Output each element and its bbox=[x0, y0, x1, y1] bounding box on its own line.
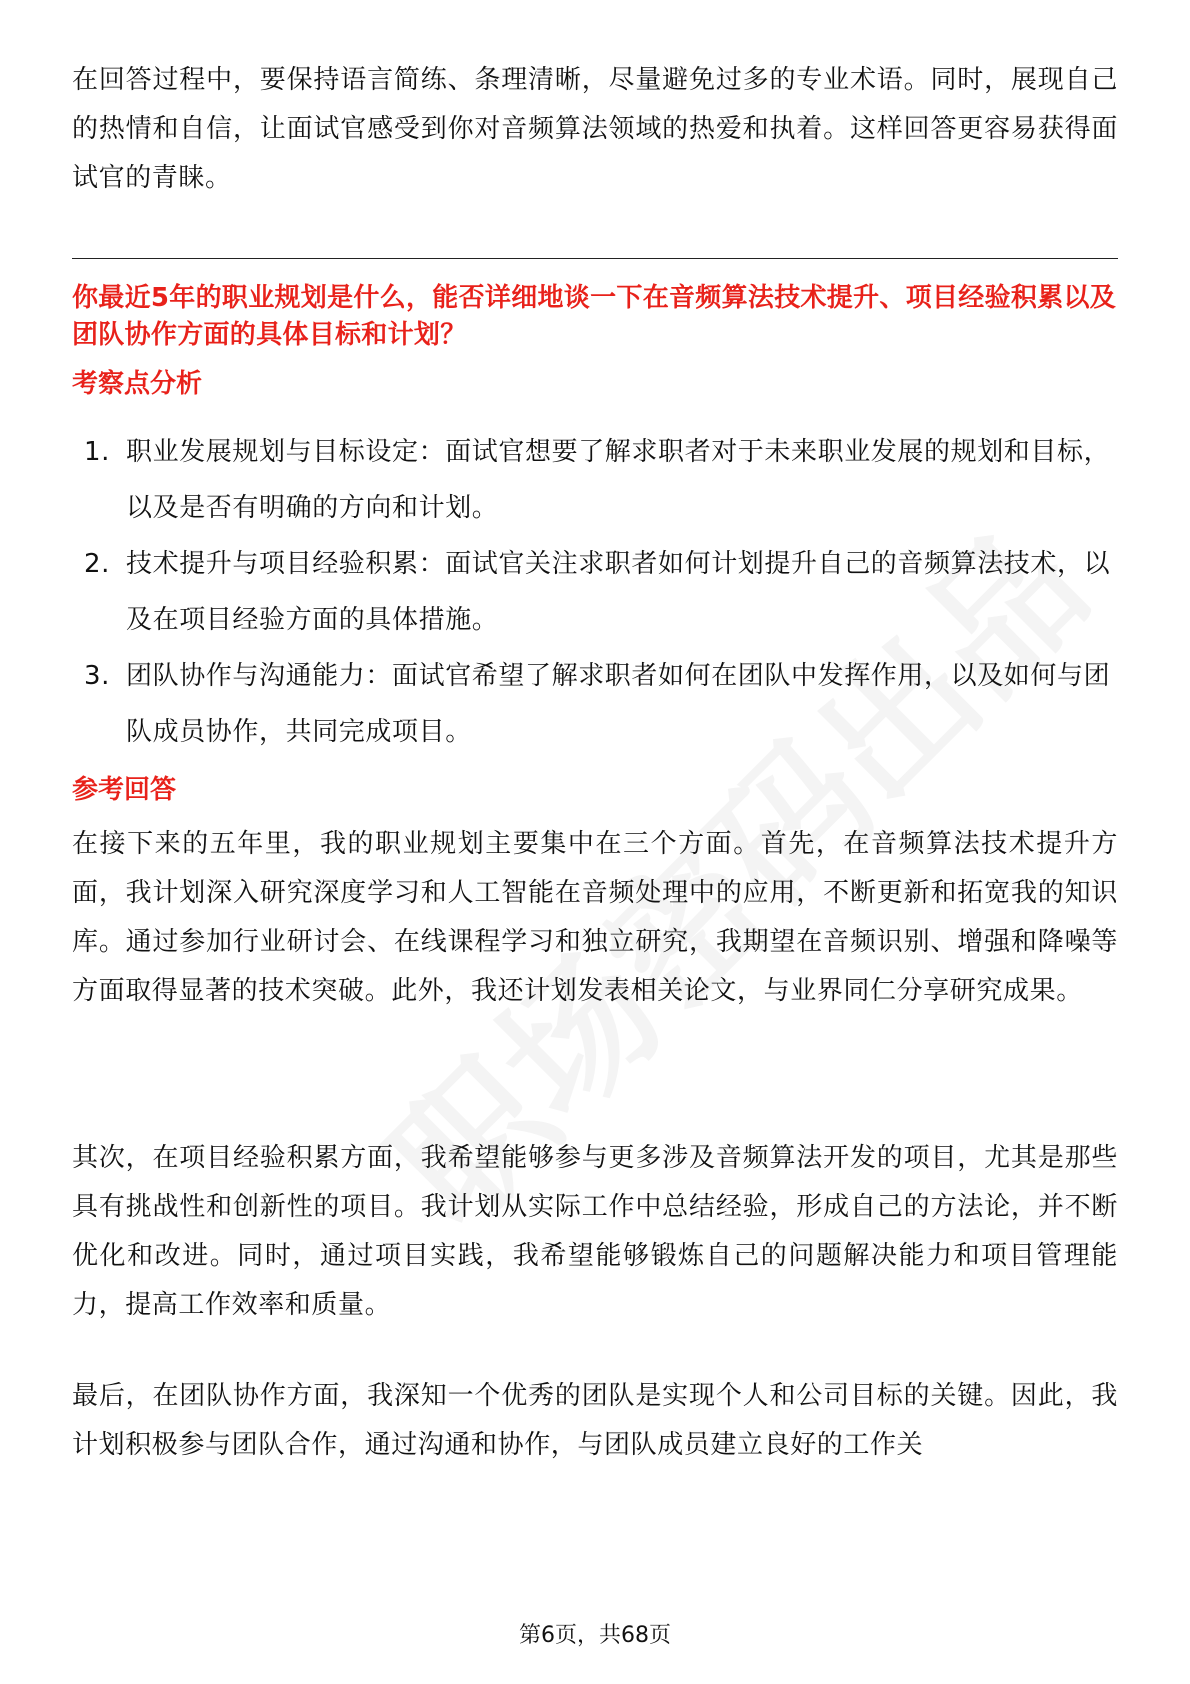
list-item-text: 技术提升与项目经验积累：面试官关注求职者如何计划提升自己的音频算法技术，以及在项目经验方面的具体措施。 bbox=[126, 549, 1111, 635]
question-title: 你最近5年的职业规划是什么，能否详细地谈一下在音频算法技术提升、项目经验积累以及团队协作方面的具体目标和计划？ bbox=[72, 283, 1117, 350]
intro-section bbox=[72, 56, 1118, 203]
answer-paragraph-3-block bbox=[72, 1372, 1118, 1470]
intro-paragraph: 在回答过程中，要保持语言简练、条理清晰，尽量避免过多的专业术语。同时，展现自己的热情和自信，让面试官感受到你对音频算法领域的热爱和执着。这样回答更容易获得面试官的青睐。 bbox=[72, 65, 1118, 193]
analysis-heading: 考察点分析 bbox=[72, 369, 203, 399]
answer-paragraph-1-block bbox=[72, 820, 1118, 1016]
list-item-number: 1. bbox=[84, 437, 111, 467]
list-item-number: 3. bbox=[84, 661, 111, 691]
analysis-list bbox=[72, 424, 1118, 760]
list-item bbox=[72, 648, 1118, 760]
list-item-text: 团队协作与沟通能力：面试官希望了解求职者如何在团队中发挥作用，以及如何与团队成员协作，共同完成项目。 bbox=[126, 661, 1111, 747]
answer-paragraph: 在接下来的五年里，我的职业规划主要集中在三个方面。首先，在音频算法技术提升方面，我计划深入研究深度学习和人工智能在音频处理中的应用，不断更新和拓宽我的知识库。通过参加行业研讨会、在线课程学习和独立研究，我期望在音频识别、增强和降噪等方面取得显著的技术突破。此外，我还计划发表相关论文，与业界同仁分享研究成果。 bbox=[72, 829, 1118, 1006]
answer-heading: 参考回答 bbox=[72, 775, 177, 805]
answer-paragraph: 最后，在团队协作方面，我深知一个优秀的团队是实现个人和公司目标的关键。因此，我计划积极参与团队合作，通过沟通和协作，与团队成员建立良好的工作关 bbox=[72, 1381, 1118, 1460]
page-footer: 第6页，共68页 bbox=[519, 1623, 671, 1648]
list-item bbox=[72, 424, 1118, 536]
list-item-text: 职业发展规划与目标设定：面试官想要了解求职者对于未来职业发展的规划和目标，以及是否有明确的方向和计划。 bbox=[126, 437, 1111, 523]
list-item bbox=[72, 536, 1118, 648]
list-item-number: 2. bbox=[84, 549, 111, 579]
section-divider bbox=[72, 258, 1118, 259]
answer-paragraph: 其次，在项目经验积累方面，我希望能够参与更多涉及音频算法开发的项目，尤其是那些具有挑战性和创新性的项目。我计划从实际工作中总结经验，形成自己的方法论，并不断优化和改进。同时，通过项目实践，我希望能够锻炼自己的问题解决能力和项目管理能力，提高工作效率和质量。 bbox=[72, 1143, 1118, 1320]
answer-paragraph-2-block bbox=[72, 1134, 1118, 1330]
